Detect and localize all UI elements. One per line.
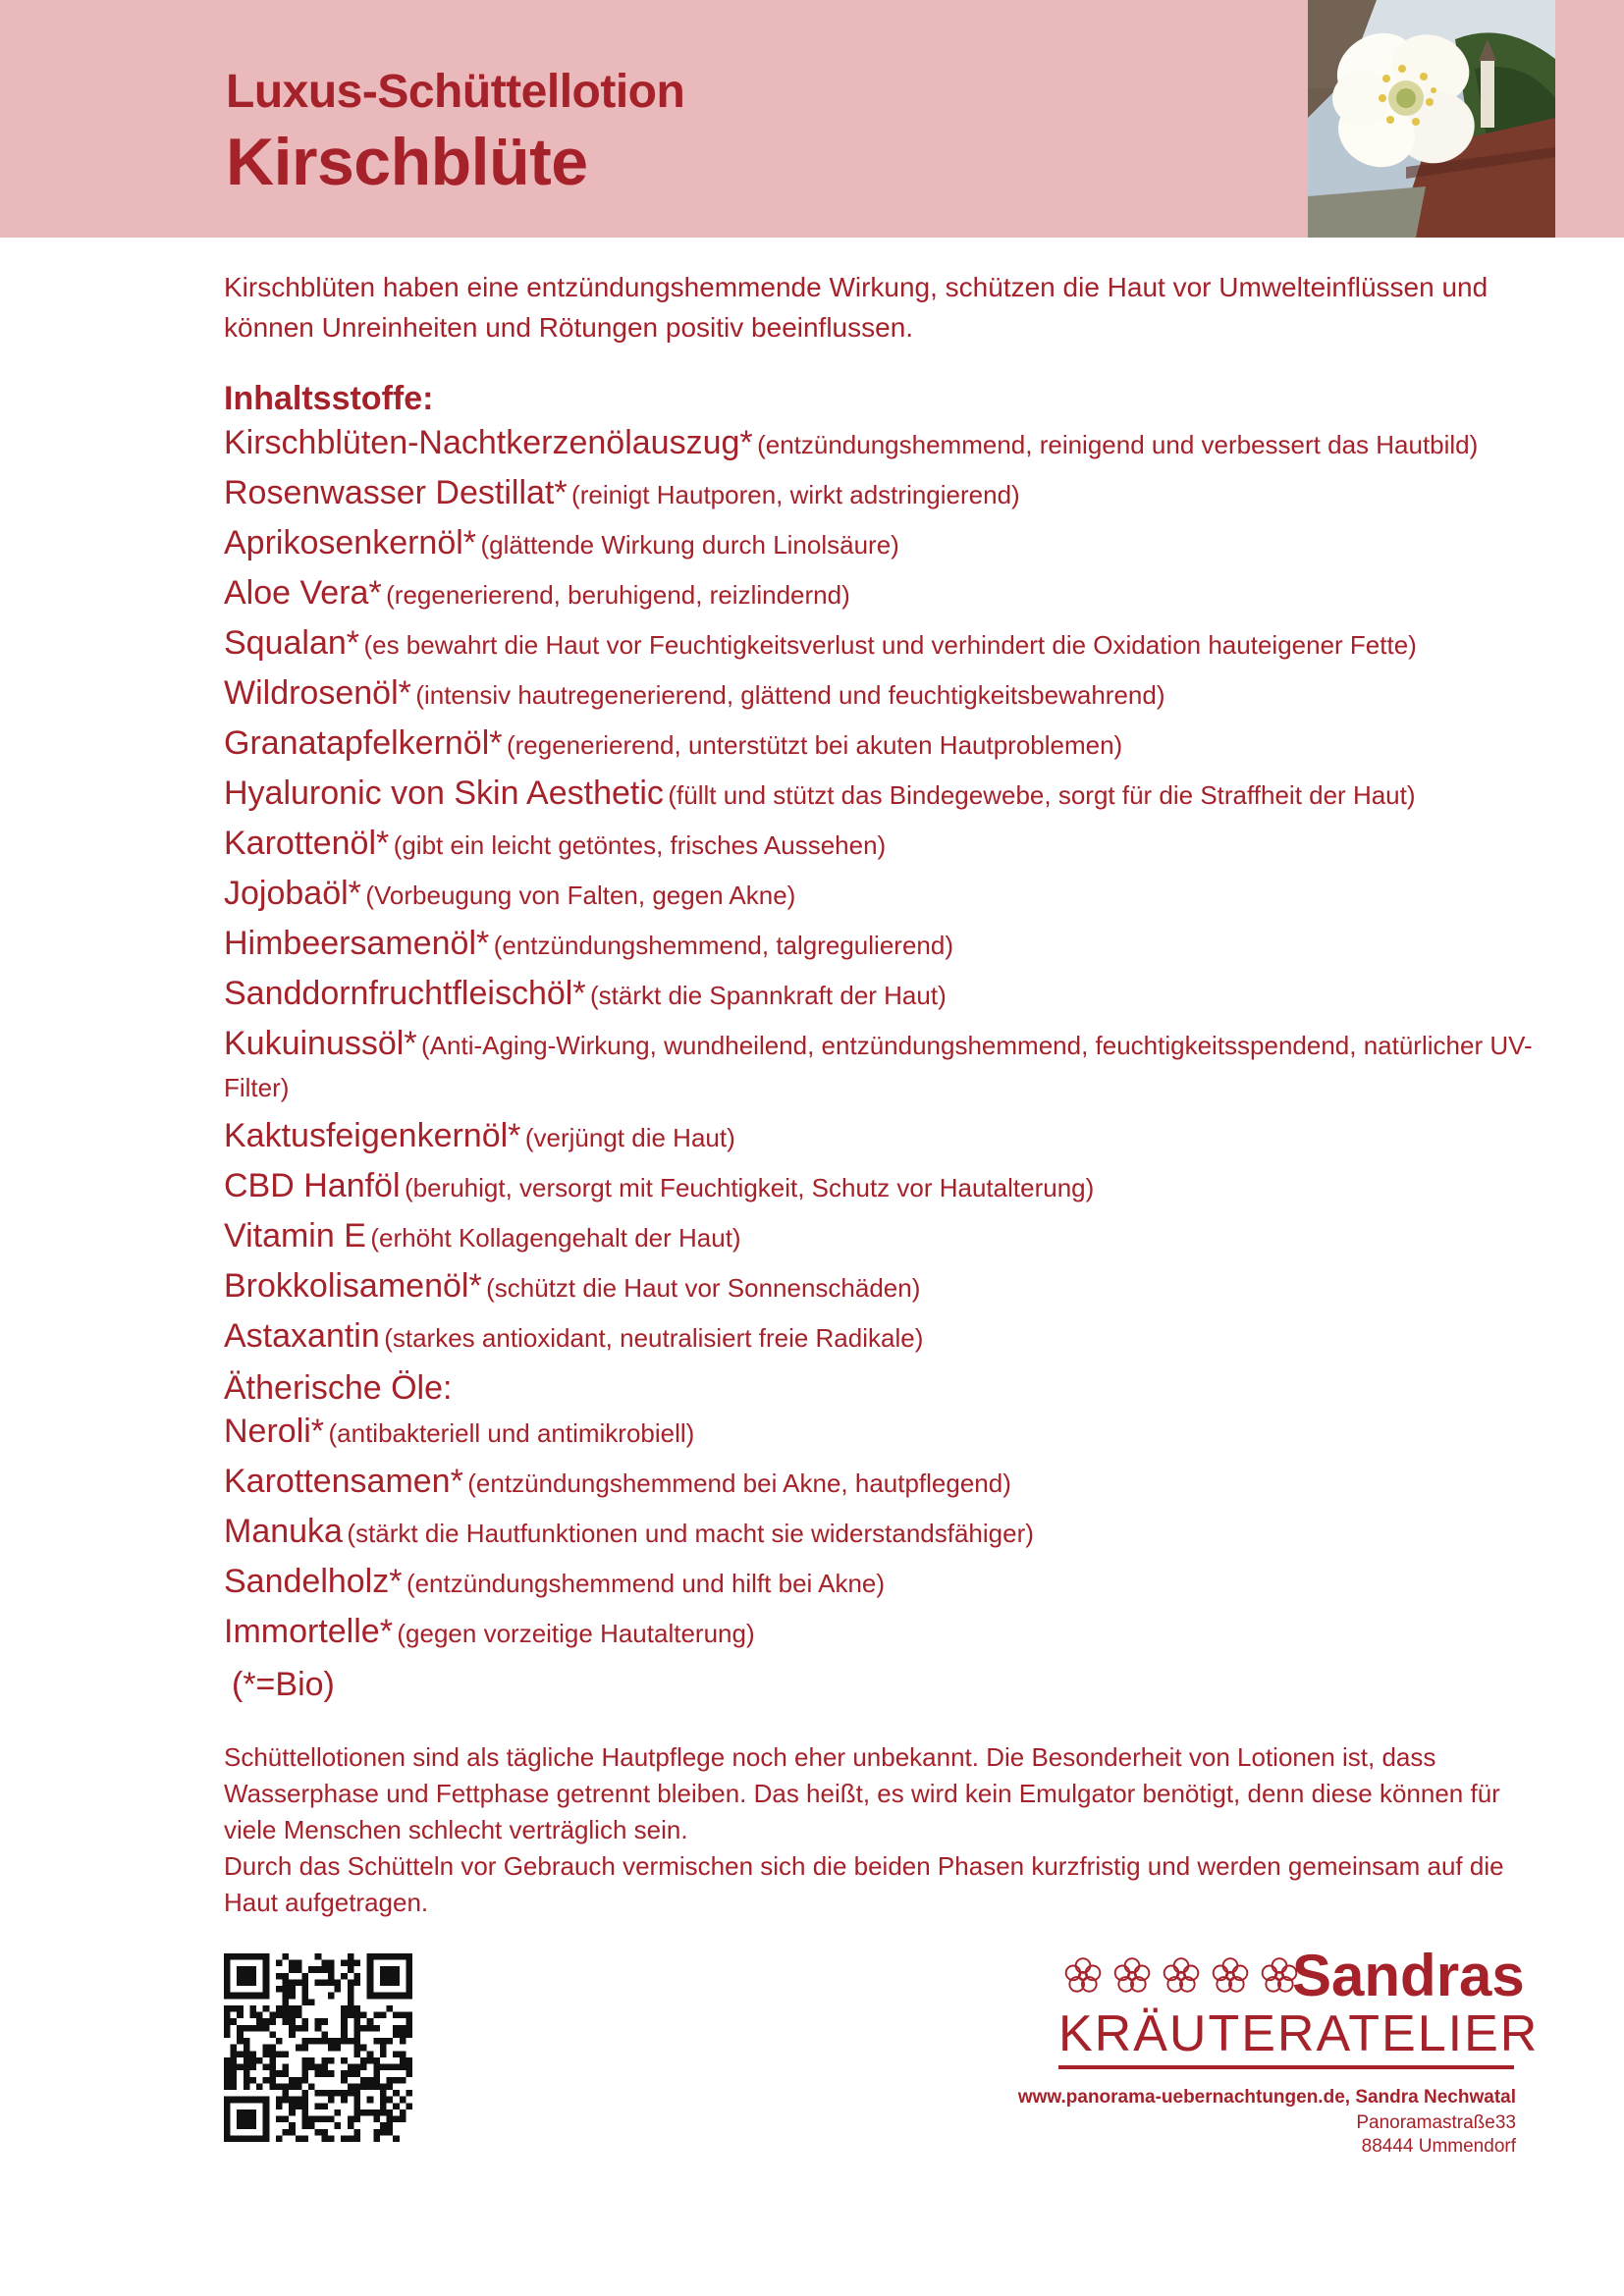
ingredient-description: (Vorbeugung von Falten, gegen Akne) bbox=[365, 881, 796, 910]
ingredient-description: (entzündungshemmend und hilft bei Akne) bbox=[406, 1569, 886, 1598]
ingredient-name: Squalan* bbox=[224, 624, 360, 662]
brand-underline bbox=[1058, 2065, 1514, 2069]
ingredient-name: Sandelholz* bbox=[224, 1563, 403, 1600]
brand-website[interactable]: www.panorama-uebernachtungen.de, Sandra Nechwatal bbox=[1017, 2087, 1516, 2108]
cherry-blossom-photo bbox=[1308, 0, 1555, 238]
ingredient-name: Karottensamen* bbox=[224, 1463, 463, 1500]
ingredient-name: Kaktusfeigenkernöl* bbox=[224, 1117, 521, 1154]
ingredient-description: (intensiv hautregenerierend, glättend und feuchtigkeitsbewahrend) bbox=[415, 680, 1165, 710]
ingredient-name: Manuka bbox=[224, 1513, 343, 1550]
ingredient-name: Wildrosenöl* bbox=[224, 674, 411, 712]
ingredient-item bbox=[224, 574, 1540, 618]
ingredient-description: (füllt und stützt das Bindegewebe, sorgt für die Straffheit der Haut) bbox=[668, 780, 1416, 810]
ingredient-description: (antibakteriell und antimikrobiell) bbox=[328, 1418, 695, 1448]
ingredients-heading: Inhaltsstoffe: bbox=[224, 380, 434, 417]
ingredient-name: Karottenöl* bbox=[224, 825, 390, 862]
brand-name: Sandras bbox=[1292, 1943, 1525, 2008]
ingredient-description: (gibt ein leicht getöntes, frisches Aussehen) bbox=[393, 830, 887, 860]
outro-paragraph: Schüttellotionen sind als tägliche Hautpflege noch eher unbekannt. Die Besonderheit von Lotionen ist, dass Wasserphase und Fettphase getrennt bleiben. Das heißt, es wird kein Emulgator benötigt, denn diese können für viele Menschen schlecht verträglich sein. bbox=[224, 1742, 1500, 1844]
ingredient-item bbox=[224, 724, 1540, 769]
brand-flower-icons bbox=[1062, 1955, 1300, 1997]
ingredient-item bbox=[224, 774, 1540, 819]
ingredient-item bbox=[224, 1217, 1540, 1261]
brand-subname: KRÄUTERATELIER bbox=[1058, 2005, 1540, 2062]
ingredient-item bbox=[224, 1117, 1540, 1161]
ingredient-name: Himbeersamenöl* bbox=[224, 925, 490, 962]
ingredient-name: Sanddornfruchtfleischöl* bbox=[224, 975, 586, 1012]
brand-city: 88444 Ummendorf bbox=[1361, 2136, 1516, 2157]
outro-paragraph: Durch das Schütteln vor Gebrauch vermischen sich die beiden Phasen kurzfristig und werden gemeinsam auf die Haut aufgetragen. bbox=[224, 1851, 1504, 1917]
ingredient-item bbox=[224, 825, 1540, 869]
essential-oils-heading: Ätherische Öle: bbox=[224, 1369, 453, 1407]
ingredient-item bbox=[224, 524, 1540, 568]
flower-icon bbox=[1062, 1955, 1104, 1997]
bio-note: (*=Bio) bbox=[232, 1666, 335, 1703]
ingredient-name: Immortelle* bbox=[224, 1613, 393, 1650]
ingredient-description: (regenerierend, unterstützt bei akuten Hautproblemen) bbox=[506, 730, 1123, 760]
ingredient-description: (verjüngt die Haut) bbox=[524, 1123, 735, 1152]
flower-icon bbox=[1111, 1955, 1153, 1997]
ingredient-item bbox=[224, 424, 1540, 468]
ingredients-list bbox=[224, 424, 1540, 1362]
ingredient-item bbox=[224, 1167, 1540, 1211]
ingredient-item bbox=[224, 1613, 1540, 1657]
ingredient-name: Granatapfelkernöl* bbox=[224, 724, 503, 762]
ingredient-name: Astaxantin bbox=[224, 1317, 380, 1355]
ingredient-item bbox=[224, 474, 1540, 518]
intro-text: Kirschblüten haben eine entzündungshemmende Wirkung, schützen die Haut vor Umwelteinflüssen und können Unreinheiten und Rötungen positiv beeinflussen. bbox=[224, 272, 1489, 343]
ingredient-item bbox=[224, 1513, 1540, 1557]
ingredient-item bbox=[224, 925, 1540, 969]
flower-icon bbox=[1210, 1955, 1251, 1997]
ingredient-name: Brokkolisamenöl* bbox=[224, 1267, 482, 1305]
ingredient-description: (Anti-Aging-Wirkung, wundheilend, entzündungshemmend, feuchtigkeitsspendend, natürlicher UV-Filter) bbox=[224, 1031, 1533, 1102]
ingredient-description: (regenerierend, beruhigend, reizlindernd) bbox=[386, 580, 850, 610]
ingredient-description: (entzündungshemmend bei Akne, hautpflegend) bbox=[467, 1468, 1011, 1498]
ingredient-description: (erhöht Kollagengehalt der Haut) bbox=[370, 1223, 741, 1253]
ingredient-name: CBD Hanföl bbox=[224, 1167, 401, 1204]
ingredient-description: (starkes antioxidant, neutralisiert freie Radikale) bbox=[384, 1323, 924, 1353]
ingredient-name: Rosenwasser Destillat* bbox=[224, 474, 568, 511]
product-subtitle: Luxus-Schüttellotion bbox=[226, 66, 685, 118]
outro-text bbox=[224, 1739, 1540, 1921]
ingredient-item bbox=[224, 624, 1540, 668]
ingredient-description: (es bewahrt die Haut vor Feuchtigkeitsverlust und verhindert die Oxidation hauteigener Fette) bbox=[363, 630, 1417, 660]
ingredient-description: (entzündungshemmend, reinigend und verbessert das Hautbild) bbox=[757, 430, 1479, 459]
ingredient-description: (stärkt die Hautfunktionen und macht sie widerstandsfähiger) bbox=[347, 1519, 1034, 1548]
ingredient-name: Neroli* bbox=[224, 1413, 325, 1450]
ingredient-description: (reinigt Hautporen, wirkt adstringierend) bbox=[571, 480, 1020, 509]
ingredient-description: (entzündungshemmend, talgregulierend) bbox=[493, 931, 953, 960]
ingredient-item bbox=[224, 674, 1540, 719]
ingredient-item bbox=[224, 1267, 1540, 1311]
ingredient-item bbox=[224, 875, 1540, 919]
product-title: Kirschblüte bbox=[226, 125, 588, 199]
ingredient-description: (gegen vorzeitige Hautalterung) bbox=[397, 1619, 755, 1648]
ingredient-name: Hyaluronic von Skin Aesthetic bbox=[224, 774, 664, 812]
ingredient-name: Vitamin E bbox=[224, 1217, 366, 1255]
ingredient-name: Kirschblüten-Nachtkerzenölauszug* bbox=[224, 424, 753, 461]
ingredient-description: (beruhigt, versorgt mit Feuchtigkeit, Schutz vor Hautalterung) bbox=[404, 1173, 1095, 1202]
ingredient-name: Aloe Vera* bbox=[224, 574, 382, 612]
flower-icon bbox=[1161, 1955, 1202, 1997]
brand-street: Panoramastraße33 bbox=[1356, 2112, 1516, 2133]
ingredient-name: Aprikosenkernöl* bbox=[224, 524, 477, 561]
ingredient-description: (stärkt die Spannkraft der Haut) bbox=[590, 981, 947, 1010]
ingredient-name: Kukuinussöl* bbox=[224, 1025, 417, 1062]
qr-code[interactable] bbox=[224, 1953, 412, 2142]
essential-oils-list bbox=[224, 1413, 1540, 1657]
ingredient-item bbox=[224, 1463, 1540, 1507]
ingredient-item bbox=[224, 975, 1540, 1019]
ingredient-item bbox=[224, 1317, 1540, 1362]
ingredient-item bbox=[224, 1025, 1540, 1111]
ingredient-item bbox=[224, 1413, 1540, 1457]
ingredient-description: (schützt die Haut vor Sonnenschäden) bbox=[486, 1273, 921, 1303]
main-content bbox=[224, 267, 1540, 1706]
ingredient-description: (glättende Wirkung durch Linolsäure) bbox=[480, 530, 899, 560]
ingredient-name: Jojobaöl* bbox=[224, 875, 361, 912]
ingredient-item bbox=[224, 1563, 1540, 1607]
